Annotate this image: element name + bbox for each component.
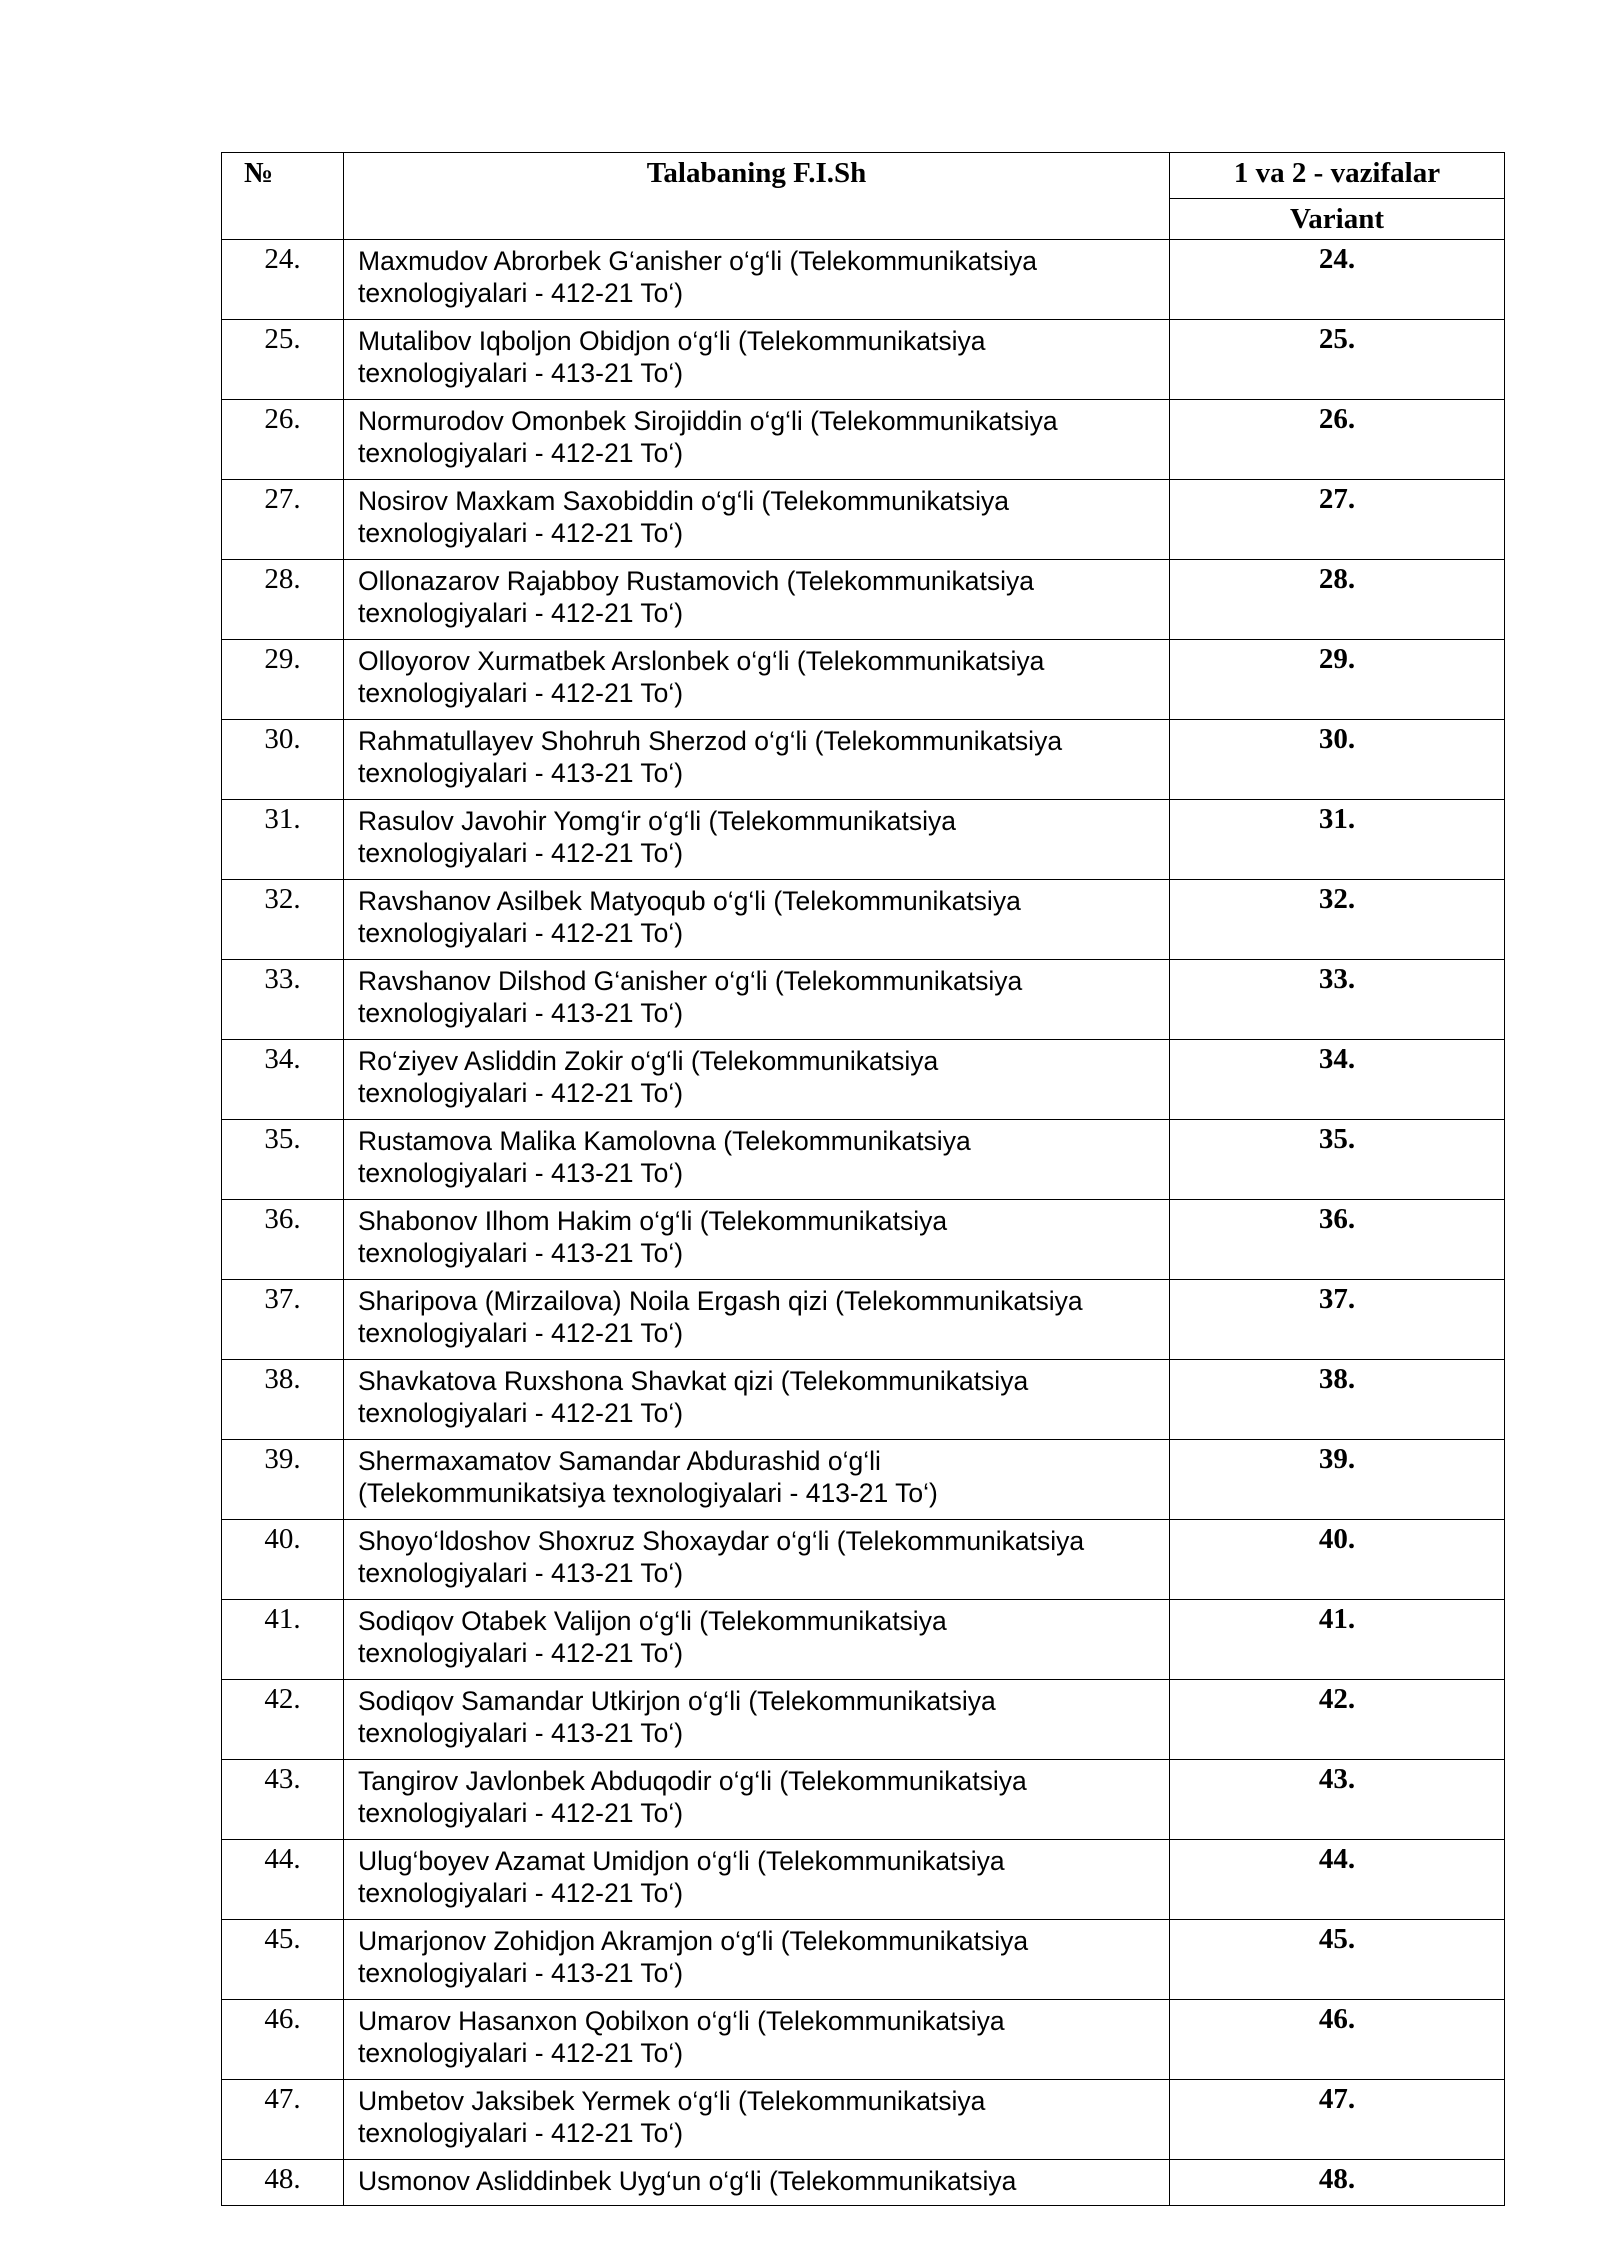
- table-row: [222, 800, 1505, 880]
- student-name-line-2: texnologiyalari - 413-21 To‘): [358, 758, 684, 788]
- student-name-cell: [344, 1440, 1170, 1520]
- student-name-line-2: texnologiyalari - 413-21 To‘): [358, 358, 684, 388]
- table-row: [222, 240, 1505, 320]
- variant-cell: 40.: [1170, 1520, 1505, 1600]
- row-number: 33.: [222, 960, 344, 1040]
- table-row: [222, 1280, 1505, 1360]
- student-name-line-2: texnologiyalari - 412-21 To‘): [358, 2038, 684, 2068]
- row-number: 41.: [222, 1600, 344, 1680]
- table-row: [222, 1760, 1505, 1840]
- row-number: 45.: [222, 1920, 344, 2000]
- student-name-line-2: texnologiyalari - 412-21 To‘): [358, 1638, 684, 1668]
- row-number: 25.: [222, 320, 344, 400]
- variant-cell: 35.: [1170, 1120, 1505, 1200]
- student-name-cell: [344, 240, 1170, 320]
- row-number: 28.: [222, 560, 344, 640]
- student-name-line-2: texnologiyalari - 412-21 To‘): [358, 278, 684, 308]
- row-number: 38.: [222, 1360, 344, 1440]
- student-name-line-1: Maxmudov Abrorbek G‘anisher o‘g‘li (Telekommunikatsiya: [358, 246, 1037, 276]
- student-variant-table: [221, 152, 1505, 2206]
- row-number: 31.: [222, 800, 344, 880]
- table-row: [222, 560, 1505, 640]
- student-name-line-1: Tangirov Javlonbek Abduqodir o‘g‘li (Telekommunikatsiya: [358, 1766, 1027, 1796]
- table-row: [222, 2160, 1505, 2206]
- student-name-cell: [344, 320, 1170, 400]
- student-name-line-1: Rahmatullayev Shohruh Sherzod o‘g‘li (Telekommunikatsiya: [358, 726, 1063, 756]
- student-name-cell: [344, 2000, 1170, 2080]
- student-name-cell: [344, 1040, 1170, 1120]
- student-name-cell: [344, 1680, 1170, 1760]
- row-number: 34.: [222, 1040, 344, 1120]
- student-name-cell: [344, 960, 1170, 1040]
- student-name-cell: [344, 800, 1170, 880]
- row-number: 35.: [222, 1120, 344, 1200]
- student-name-cell: [344, 1600, 1170, 1680]
- row-number: 46.: [222, 2000, 344, 2080]
- row-number: 32.: [222, 880, 344, 960]
- table-row: [222, 1920, 1505, 2000]
- table-row: [222, 1360, 1505, 1440]
- table-row: [222, 960, 1505, 1040]
- student-name-line-1: Nosirov Maxkam Saxobiddin o‘g‘li (Telekommunikatsiya: [358, 486, 1009, 516]
- row-number: 36.: [222, 1200, 344, 1280]
- student-name-line-1: Sharipova (Mirzailova) Noila Ergash qizi (Telekommunikatsiya: [358, 1286, 1083, 1316]
- variant-cell: 34.: [1170, 1040, 1505, 1120]
- student-name-line-2: (Telekommunikatsiya texnologiyalari - 413-21 To‘): [358, 1478, 938, 1508]
- student-name-line-1: Ravshanov Asilbek Matyoqub o‘g‘li (Telekommunikatsiya: [358, 886, 1021, 916]
- student-name-line-1: Olloyorov Xurmatbek Arslonbek o‘g‘li (Telekommunikatsiya: [358, 646, 1045, 676]
- student-name-cell: [344, 1920, 1170, 2000]
- row-number: 24.: [222, 240, 344, 320]
- variant-cell: 29.: [1170, 640, 1505, 720]
- row-number: 40.: [222, 1520, 344, 1600]
- table-row: [222, 1520, 1505, 1600]
- student-name-line-1: Shabonov Ilhom Hakim o‘g‘li (Telekommunikatsiya: [358, 1206, 948, 1236]
- student-name-line-1: Ulug‘boyev Azamat Umidjon o‘g‘li (Telekommunikatsiya: [358, 1846, 1005, 1876]
- student-name-line-2: texnologiyalari - 413-21 To‘): [358, 1718, 684, 1748]
- variant-cell: 26.: [1170, 400, 1505, 480]
- student-name-cell: [344, 720, 1170, 800]
- variant-cell: 28.: [1170, 560, 1505, 640]
- variant-cell: 42.: [1170, 1680, 1505, 1760]
- variant-cell: 27.: [1170, 480, 1505, 560]
- student-name-line-2: texnologiyalari - 412-21 To‘): [358, 598, 684, 628]
- student-name-line-2: texnologiyalari - 412-21 To‘): [358, 1878, 684, 1908]
- student-name-line-1: Ollonazarov Rajabboy Rustamovich (Telekommunikatsiya: [358, 566, 1035, 596]
- student-name-line-2: texnologiyalari - 412-21 To‘): [358, 838, 684, 868]
- table-row: [222, 1600, 1505, 1680]
- variant-cell: 37.: [1170, 1280, 1505, 1360]
- table-row: [222, 2080, 1505, 2160]
- student-name-cell: [344, 560, 1170, 640]
- variant-cell: 32.: [1170, 880, 1505, 960]
- student-name-line-2: texnologiyalari - 412-21 To‘): [358, 438, 684, 468]
- variant-cell: 45.: [1170, 1920, 1505, 2000]
- row-number: 30.: [222, 720, 344, 800]
- student-name-line-1: Normurodov Omonbek Sirojiddin o‘g‘li (Telekommunikatsiya: [358, 406, 1058, 436]
- row-number: 26.: [222, 400, 344, 480]
- table-row: [222, 2000, 1505, 2080]
- student-name-line-2: texnologiyalari - 413-21 To‘): [358, 1558, 684, 1588]
- row-number: 37.: [222, 1280, 344, 1360]
- row-number: 39.: [222, 1440, 344, 1520]
- student-name-line-1: Shoyo‘ldoshov Shoxruz Shoxaydar o‘g‘li (Telekommunikatsiya: [358, 1526, 1085, 1556]
- variant-cell: 43.: [1170, 1760, 1505, 1840]
- student-name-cell: [344, 480, 1170, 560]
- student-name-cell: [344, 1520, 1170, 1600]
- variant-cell: 46.: [1170, 2000, 1505, 2080]
- header-student-name: Talabaning F.I.Sh: [344, 153, 1170, 240]
- student-name-cell: [344, 1280, 1170, 1360]
- student-name-line-2: texnologiyalari - 413-21 To‘): [358, 1238, 684, 1268]
- row-number: 48.: [222, 2160, 344, 2206]
- student-name-line-1: Ro‘ziyev Asliddin Zokir o‘g‘li (Telekommunikatsiya: [358, 1046, 939, 1076]
- student-name-line-2: texnologiyalari - 412-21 To‘): [358, 1078, 684, 1108]
- student-name-line-1: Mutalibov Iqboljon Obidjon o‘g‘li (Telekommunikatsiya: [358, 326, 986, 356]
- row-number: 47.: [222, 2080, 344, 2160]
- student-name-cell: [344, 1360, 1170, 1440]
- student-name-cell: [344, 1200, 1170, 1280]
- student-name-cell: [344, 1840, 1170, 1920]
- student-name-line-2: texnologiyalari - 413-21 To‘): [358, 1158, 684, 1188]
- student-name-line-1: Umarjonov Zohidjon Akramjon o‘g‘li (Telekommunikatsiya: [358, 1926, 1029, 1956]
- student-name-cell: [344, 400, 1170, 480]
- table-row: [222, 640, 1505, 720]
- student-name-line-2: texnologiyalari - 412-21 To‘): [358, 2118, 684, 2148]
- student-name-line-2: texnologiyalari - 412-21 To‘): [358, 1318, 684, 1348]
- variant-cell: 44.: [1170, 1840, 1505, 1920]
- table-row: [222, 880, 1505, 960]
- student-name-line-2: texnologiyalari - 412-21 To‘): [358, 1398, 684, 1428]
- student-name-line-1: Ravshanov Dilshod G‘anisher o‘g‘li (Telekommunikatsiya: [358, 966, 1023, 996]
- table-row: [222, 720, 1505, 800]
- student-name-cell: [344, 2080, 1170, 2160]
- variant-cell: 24.: [1170, 240, 1505, 320]
- student-name-line-1: Rasulov Javohir Yomg‘ir o‘g‘li (Telekommunikatsiya: [358, 806, 956, 836]
- row-number: 42.: [222, 1680, 344, 1760]
- table-row: [222, 1120, 1505, 1200]
- student-name-cell: [344, 640, 1170, 720]
- row-number: 27.: [222, 480, 344, 560]
- variant-cell: 33.: [1170, 960, 1505, 1040]
- variant-cell: 48.: [1170, 2160, 1505, 2206]
- table-row: [222, 1200, 1505, 1280]
- header-variant: Variant: [1170, 199, 1505, 240]
- header-row: [222, 153, 1505, 199]
- table-row: [222, 320, 1505, 400]
- student-name-line-1: Umarov Hasanxon Qobilxon o‘g‘li (Telekommunikatsiya: [358, 2006, 1005, 2036]
- variant-cell: 41.: [1170, 1600, 1505, 1680]
- student-name-cell: [344, 2160, 1170, 2206]
- student-name-line-1: Usmonov Asliddinbek Uyg‘un o‘g‘li (Telekommunikatsiya: [358, 2166, 1017, 2196]
- variant-cell: 31.: [1170, 800, 1505, 880]
- header-number: №: [222, 153, 344, 240]
- student-name-line-2: texnologiyalari - 412-21 To‘): [358, 1798, 684, 1828]
- variant-cell: 30.: [1170, 720, 1505, 800]
- table-row: [222, 400, 1505, 480]
- row-number: 43.: [222, 1760, 344, 1840]
- row-number: 44.: [222, 1840, 344, 1920]
- table-row: [222, 1840, 1505, 1920]
- table-row: [222, 1040, 1505, 1120]
- table-row: [222, 1680, 1505, 1760]
- student-name-line-1: Shermaxamatov Samandar Abdurashid o‘g‘li: [358, 1446, 881, 1476]
- student-name-line-2: texnologiyalari - 412-21 To‘): [358, 678, 684, 708]
- variant-cell: 25.: [1170, 320, 1505, 400]
- student-name-cell: [344, 1760, 1170, 1840]
- table-row: [222, 480, 1505, 560]
- variant-cell: 47.: [1170, 2080, 1505, 2160]
- student-name-line-1: Rustamova Malika Kamolovna (Telekommunikatsiya: [358, 1126, 971, 1156]
- student-name-line-1: Umbetov Jaksibek Yermek o‘g‘li (Telekommunikatsiya: [358, 2086, 986, 2116]
- student-name-line-2: texnologiyalari - 413-21 To‘): [358, 1958, 684, 1988]
- variant-cell: 38.: [1170, 1360, 1505, 1440]
- student-name-line-2: texnologiyalari - 413-21 To‘): [358, 998, 684, 1028]
- student-name-line-1: Sodiqov Samandar Utkirjon o‘g‘li (Telekommunikatsiya: [358, 1686, 996, 1716]
- student-name-line-2: texnologiyalari - 412-21 To‘): [358, 518, 684, 548]
- student-name-cell: [344, 1120, 1170, 1200]
- student-name-line-2: texnologiyalari - 412-21 To‘): [358, 918, 684, 948]
- student-name-line-1: Shavkatova Ruxshona Shavkat qizi (Telekommunikatsiya: [358, 1366, 1029, 1396]
- header-tasks: 1 va 2 - vazifalar: [1170, 153, 1505, 199]
- variant-cell: 39.: [1170, 1440, 1505, 1520]
- student-name-cell: [344, 880, 1170, 960]
- table-row: [222, 1440, 1505, 1520]
- variant-cell: 36.: [1170, 1200, 1505, 1280]
- row-number: 29.: [222, 640, 344, 720]
- student-name-line-1: Sodiqov Otabek Valijon o‘g‘li (Telekommunikatsiya: [358, 1606, 947, 1636]
